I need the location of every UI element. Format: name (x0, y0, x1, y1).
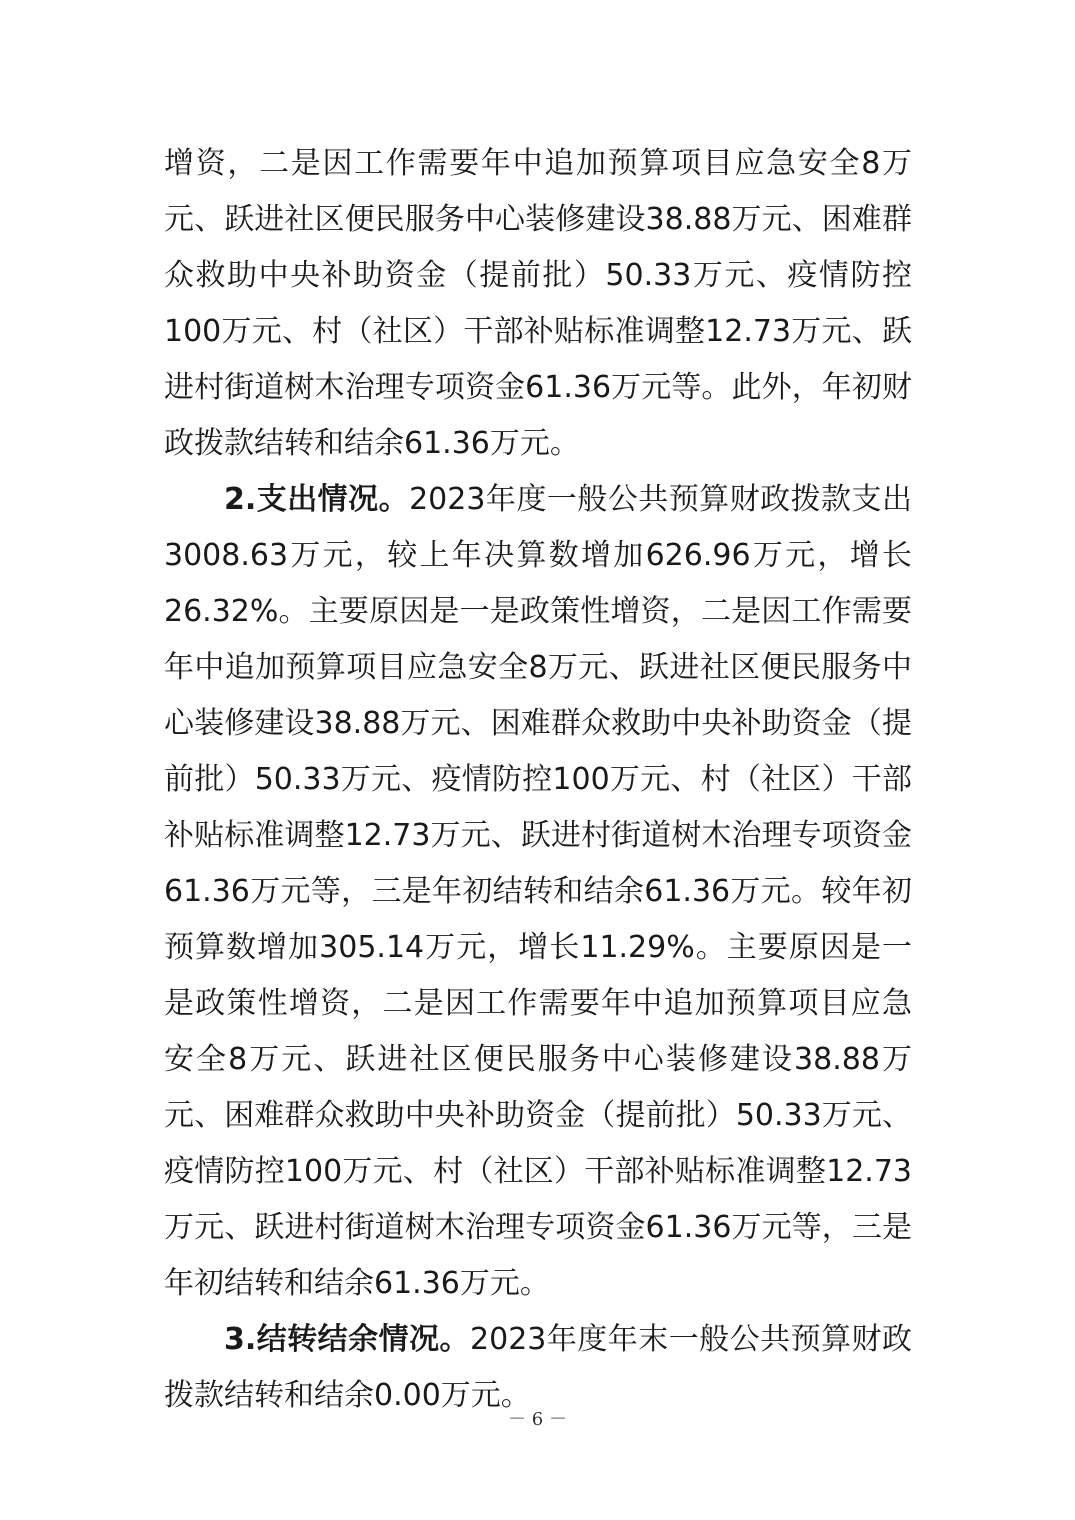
paragraph-text: 增资，二是因工作需要年中追加预算项目应急安全8万元、跃进社区便民服务中心装修建设38.88万元、困难群众救助中央补助资金（提前批）50.33万元、疫情防控100万元、村（社区）干部补贴标准调整12.73万元、跃进村街道树木治理专项资金61.36万元等。此外，年初财政拨款结转和结余61.36万元。 (164, 146, 912, 461)
page-number: － 6 － (508, 1409, 567, 1430)
paragraph-text: 2023年度年末一般公共预算财政拨款结转和结余0.00万元。 (164, 1322, 912, 1413)
section-heading-carryover: 3.结转结余情况。 (224, 1322, 471, 1357)
paragraph-continuation (164, 136, 912, 472)
paragraph-expenditure (164, 472, 912, 1312)
paragraph-text: 2023年度一般公共预算财政拨款支出3008.63万元，较上年决算数增加626.96万元，增长26.32%。主要原因是一是政策性增资，二是因工作需要年中追加预算项目应急安全8万元、跃进社区便民服务中心装修建设38.88万元、困难群众救助中央补助资金（提前批）50.33万元、疫情防控100万元、村（社区）干部补贴标准调整12.73万元、跃进村街道树木治理专项资金61.36万元等，三是年初结转和结余61.36万元。较年初预算数增加305.14万元，增长11.29%。主要原因是一是政策性增资，二是因工作需要年中追加预算项目应急安全8万元、跃进社区便民服务中心装修建设38.88万元、困难群众救助中央补助资金（提前批）50.33万元、疫情防控100万元、村（社区）干部补贴标准调整12.73万元、跃进村街道树木治理专项资金61.36万元等，三是年初结转和结余61.36万元。 (164, 482, 912, 1301)
document-body (164, 136, 912, 1424)
section-heading-expenditure: 2.支出情况。 (224, 482, 410, 517)
